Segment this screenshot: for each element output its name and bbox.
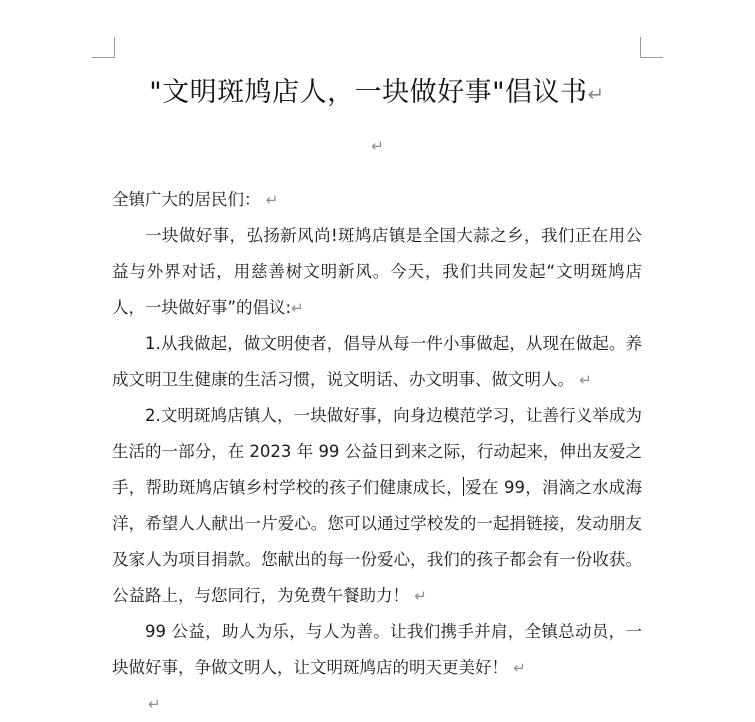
paragraph-text: 2.文明斑鸠店镇人，一块做好事，向身边模范学习，让善行义举成为生活的一部分，在 2023 年 99 公益日到来之际，行动起来，伸出友爱之手，帮助斑鸠店镇乡村学校的孩子们健康成长，: [112, 406, 642, 497]
body-paragraph[interactable]: [112, 614, 642, 686]
paragraph-text: 1.从我做起，做文明使者，倡导从每一件小事做起，从现在做起。养成文明卫生健康的生活习惯，说文明话、办文明事、做文明人。: [112, 334, 642, 389]
paragraph-mark-icon: ↵: [414, 587, 427, 605]
body-paragraph[interactable]: [112, 218, 642, 326]
empty-paragraph[interactable]: [0, 136, 755, 155]
paragraph-mark-icon: ↵: [587, 82, 605, 106]
text-cursor: [463, 477, 464, 496]
paragraph-mark-icon: ↵: [291, 299, 304, 317]
paragraph-mark-icon: ↵: [579, 371, 592, 389]
salutation-text: 全镇广大的居民们：: [112, 190, 261, 209]
document-title[interactable]: [112, 70, 642, 109]
document-body[interactable]: [112, 182, 642, 722]
document-title-text: "文明斑鸠店人，一块做好事"倡议书: [149, 77, 588, 108]
paragraph-text: 一块做好事，弘扬新风尚!斑鸠店镇是全国大蒜之乡，我们正在用公益与外界对话，用慈善树文明新风。今天，我们共同发起“文明斑鸠店人，一块做好事”的倡议:: [112, 226, 642, 317]
salutation-paragraph[interactable]: [112, 182, 642, 218]
crop-mark-top-left: [92, 37, 115, 58]
paragraph-mark-icon: ↵: [265, 191, 279, 209]
crop-mark-top-right: [640, 37, 663, 58]
body-paragraph[interactable]: [112, 326, 642, 398]
empty-paragraph[interactable]: [112, 686, 642, 722]
body-paragraph[interactable]: [112, 398, 642, 614]
paragraph-mark-icon: ↵: [371, 137, 384, 155]
paragraph-text: 爱在 99，涓滴之水成海洋，希望人人献出一片爱心。您可以通过学校发的一起捐链接，发动朋友及家人为项目捐款。您献出的每一份爱心，我们的孩子都会有一份收获。公益路上，与您同行，为免费午餐助力！: [112, 478, 642, 605]
paragraph-mark-icon: ↵: [148, 695, 161, 713]
paragraph-mark-icon: ↵: [513, 659, 526, 677]
paragraph-text: 99 公益，助人为乐，与人为善。让我们携手并肩，全镇总动员，一块做好事，争做文明人，让文明斑鸠店的明天更美好！: [112, 622, 642, 677]
